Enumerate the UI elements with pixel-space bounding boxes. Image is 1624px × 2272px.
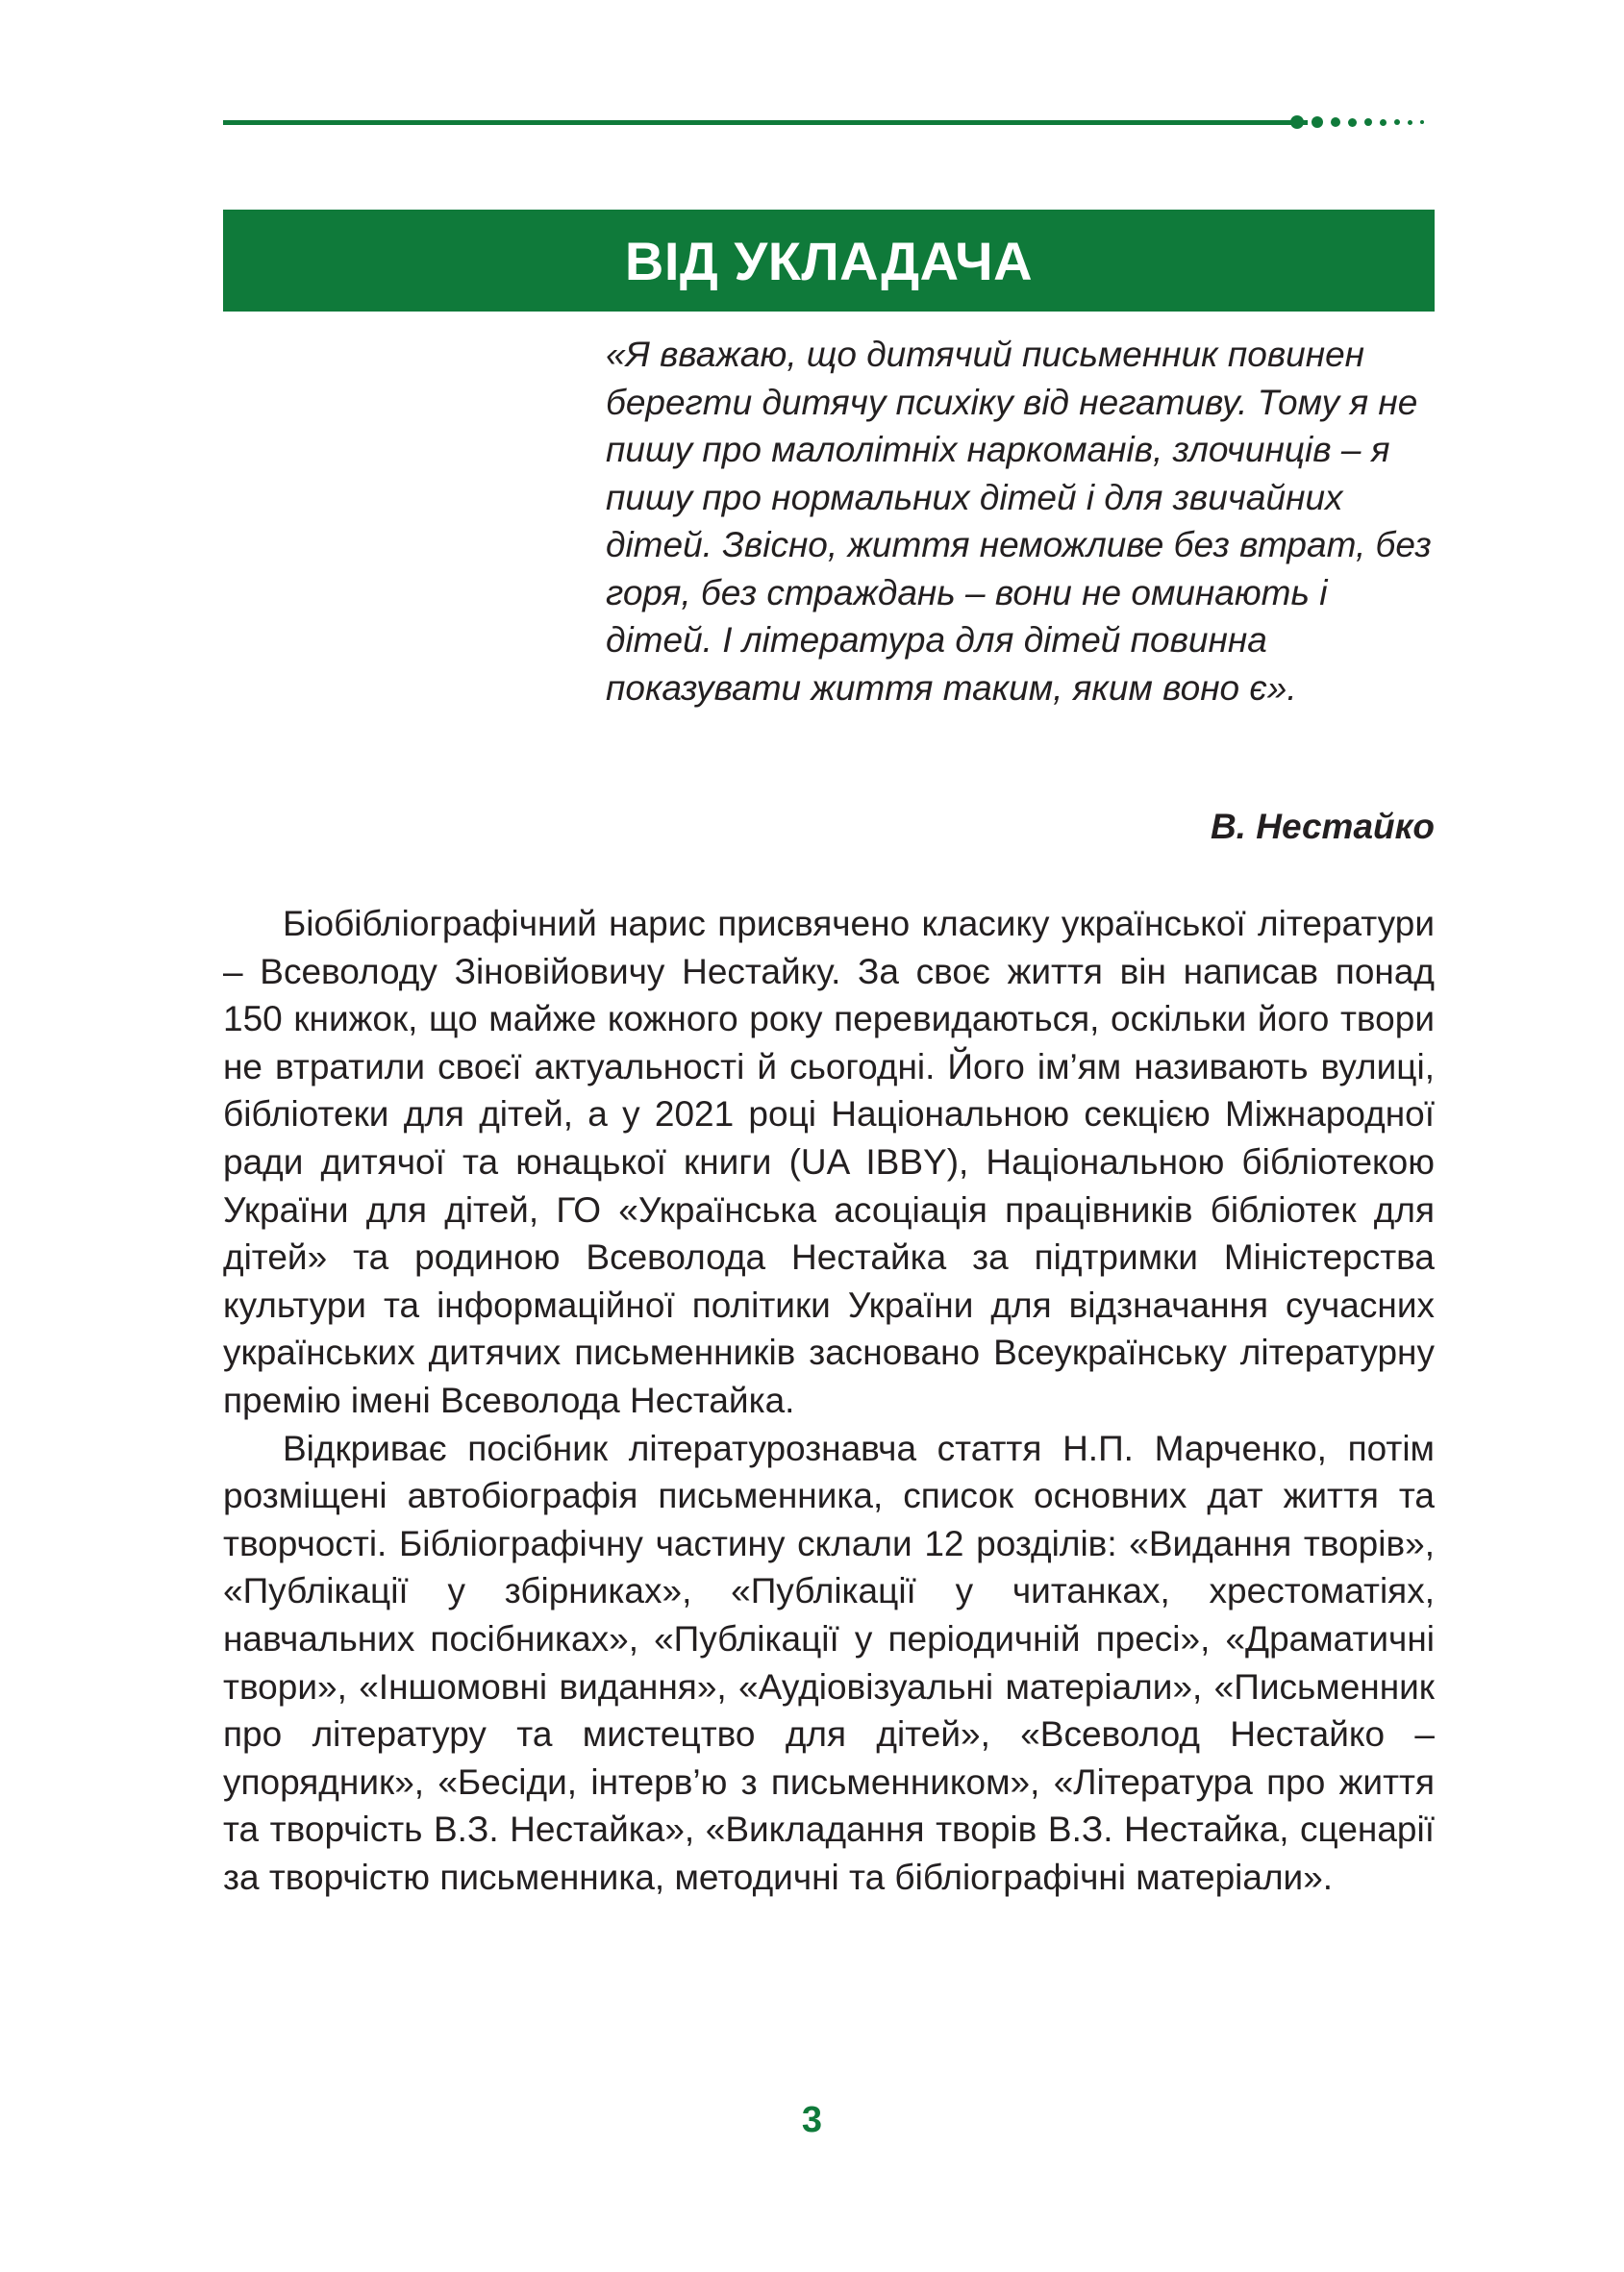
body-text [223, 900, 1435, 1901]
paragraph: Відкриває посібник літературознавча стаття Н.П. Марченко, потім розміщені автобіографія письменника, список основних дат життя та творчості. Бібліографічну частину склали 12 розділів: «Видання творів», «Публікації у збірниках», «Публікації у читанках, хрестоматіях, навчальних посібниках», «Публікації у періодичній пресі», «Драматичні твори», «Іншомовні видання», «Аудіовізуальні матеріали», «Письменник про літературу та мистецтво для дітей», «Всеволод Нестайко – упорядник», «Бесіди, інтерв’ю з письменником», «Література про життя та творчість В.З. Нестайка», «Викладання творів В.З. Нестайка, сценарії за творчістю письменника, методичні та бібліографічні матеріали». [223, 1428, 1435, 1897]
epigraph-quote: «Я вважаю, що дитячий письменник повинен берегти дитячу психіку від негативу. Тому я не пишу про малолітніх наркоманів, злочинців – я пишу про нормальних дітей і для звичайних дітей. Звісно, життя неможливе без втрат, без горя, без страждань – вони не оминають і дітей. І література для дітей повинна показувати життя таким, яким воно є». [606, 335, 1432, 708]
header-rule [223, 120, 1308, 125]
section-title: ВІД УКЛАДАЧА [624, 230, 1034, 291]
page-number: 3 [801, 2100, 823, 2140]
paragraph: Біобібліографічний нарис присвячено класику української літератури – Всеволоду Зіновійовичу Нестайку. За своє життя він написав понад 150 книжок, що майже кожного року перевидаються, оскільки його твори не втратили своєї актуальності й сьогодні. Його ім’ям називають вулиці, бібліотеки для дітей, а у 2021 році Національною секцією Міжнародної ради дитячої та юнацької книги (UA IBBY), Національною бібліотекою України для дітей, ГО «Українська асоціація працівників бібліотек для дітей» та родиною Всеволода Нестайка за підтримки Міністерства культури та інформаційної політики України для відзначання сучасних українських дитячих письменників засновано Всеукраїнську літературну премію імені Всеволода Нестайка. [223, 904, 1435, 1420]
section-title-bar [223, 210, 1435, 312]
epigraph-author: В. Нестайко [1210, 807, 1435, 846]
decorative-dots [1290, 113, 1435, 133]
